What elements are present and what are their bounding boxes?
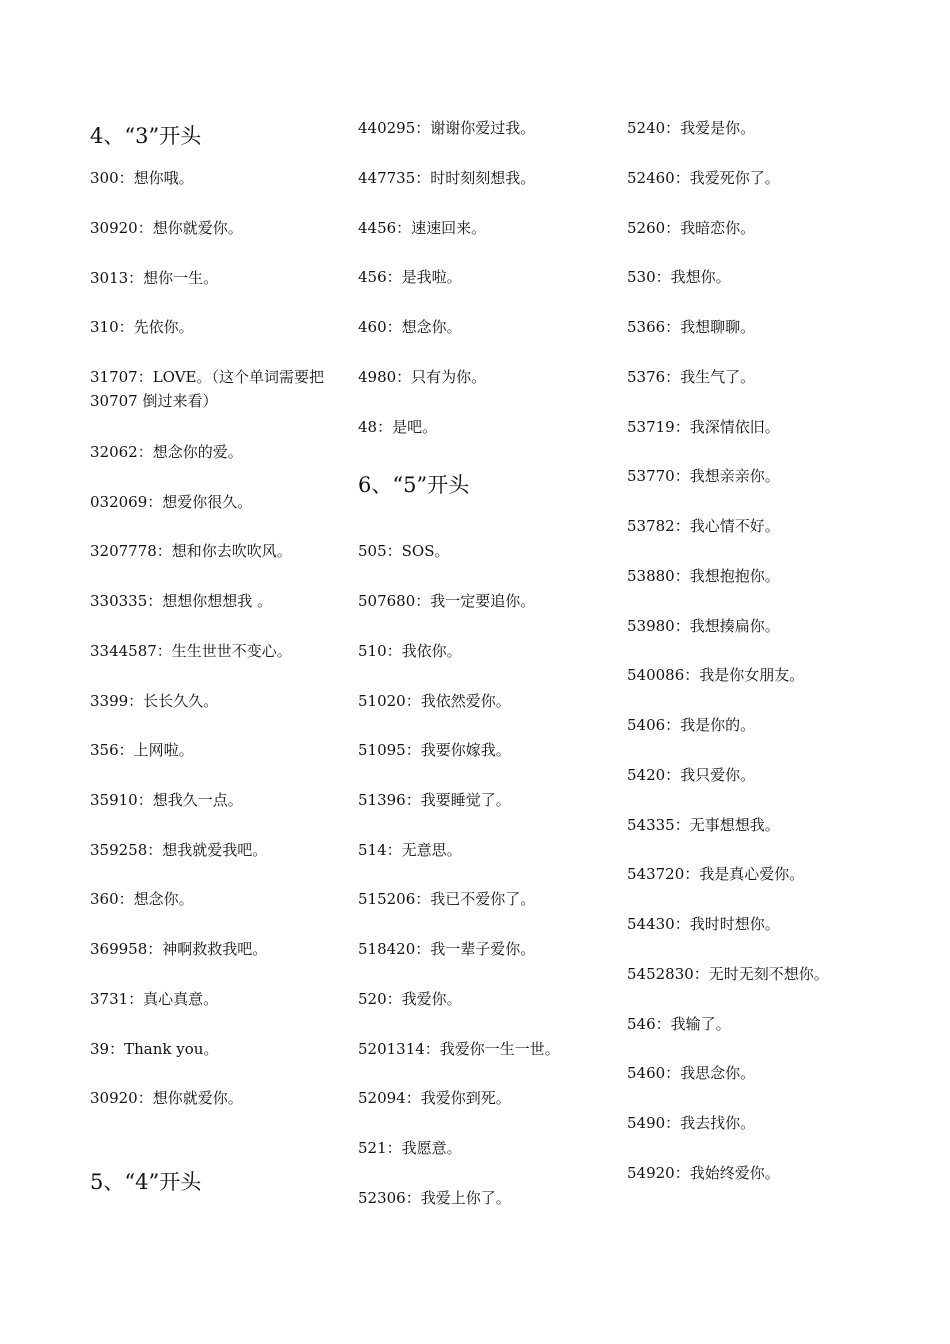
list-item: 3399：长长久久。 [90,692,219,710]
list-item: 5460：我思念你。 [627,1064,756,1082]
list-item: 54335：无事想想我。 [627,816,780,834]
list-item: 32062：想念你的爱。 [90,443,243,461]
list-item: 359258：想我就爱我吧。 [90,841,268,859]
list-item: 48：是吧。 [358,418,438,436]
list-item: 52094：我爱你到死。 [358,1089,511,1107]
list-item: 53880：我想抱抱你。 [627,567,780,585]
list-item: 39：Thank you。 [90,1040,219,1058]
list-item: 52306：我爱上你了。 [358,1189,511,1207]
list-item: 3013：想你一生。 [90,269,219,287]
list-item: 5490：我去找你。 [627,1114,756,1132]
list-item: 514：无意思。 [358,841,462,859]
list-item: 5376：我生气了。 [627,368,756,386]
list-item: 53770：我想亲亲你。 [627,467,780,485]
list-item: 51396：我要睡觉了。 [358,791,511,809]
list-item: 3731：真心真意。 [90,990,219,1008]
list-item: 3207778：想和你去吹吹风。 [90,542,292,560]
list-item: 356：上网啦。 [90,741,194,759]
list-item: 30920：想你就爱你。 [90,1089,243,1107]
list-item: 54920：我始终爱你。 [627,1164,780,1182]
list-item: 530：我想你。 [627,268,731,286]
list-item: 5201314：我爱你一生一世。 [358,1040,560,1058]
list-item: 4456：速速回来。 [358,219,487,237]
list-item: 35910：想我久一点。 [90,791,243,809]
list-item: 3344587：生生世世不变心。 [90,642,292,660]
list-item: 52460：我爱死你了。 [627,169,780,187]
list-item: 360：想念你。 [90,890,194,908]
list-item: 521：我愿意。 [358,1139,462,1157]
list-item: 369958：神啊救救我吧。 [90,940,268,958]
section-heading-5: 6、“5”开头 [358,473,470,497]
list-item: 53719：我深情依旧。 [627,418,780,436]
list-item: 51095：我要你嫁我。 [358,741,511,759]
list-item: 515206：我已不爱你了。 [358,890,536,908]
section-heading-3: 4、“3”开头 [90,124,202,148]
list-item: 30920：想你就爱你。 [90,219,243,237]
list-item: 546：我输了。 [627,1015,731,1033]
list-item: 51020：我依然爱你。 [358,692,511,710]
list-item: 505：SOS。 [358,542,450,560]
list-item: 4980：只有为你。 [358,368,487,386]
list-item: 53980：我想揍扁你。 [627,617,780,635]
list-item: 447735：时时刻刻想我。 [358,169,536,187]
list-item: 032069：想爱你很久。 [90,493,253,511]
list-item: 31707：LOVE。（这个单词需要把 30707 倒过来看） [90,368,324,410]
list-item: 5366：我想聊聊。 [627,318,756,336]
list-item: 520：我爱你。 [358,990,462,1008]
list-item: 5240：我爱是你。 [627,119,756,137]
list-item: 440295：谢谢你爱过我。 [358,119,536,137]
list-item: 5260：我暗恋你。 [627,219,756,237]
list-item: 518420：我一辈子爱你。 [358,940,536,958]
section-heading-4: 5、“4”开头 [90,1170,202,1194]
list-item: 5420：我只爱你。 [627,766,756,784]
list-item: 540086：我是你女朋友。 [627,666,805,684]
list-item: 54430：我时时想你。 [627,915,780,933]
list-item: 310：先依你。 [90,318,194,336]
list-item: 460：想念你。 [358,318,462,336]
list-item: 510：我依你。 [358,642,462,660]
list-item: 330335：想想你想想我 。 [90,592,273,610]
list-item: 5452830：无时无刻不想你。 [627,965,829,983]
list-item: 5406：我是你的。 [627,716,756,734]
list-item: 507680：我一定要追你。 [358,592,536,610]
list-item: 300：想你哦。 [90,169,194,187]
list-item: 456：是我啦。 [358,268,462,286]
list-item: 543720：我是真心爱你。 [627,865,805,883]
list-item: 53782：我心情不好。 [627,517,780,535]
